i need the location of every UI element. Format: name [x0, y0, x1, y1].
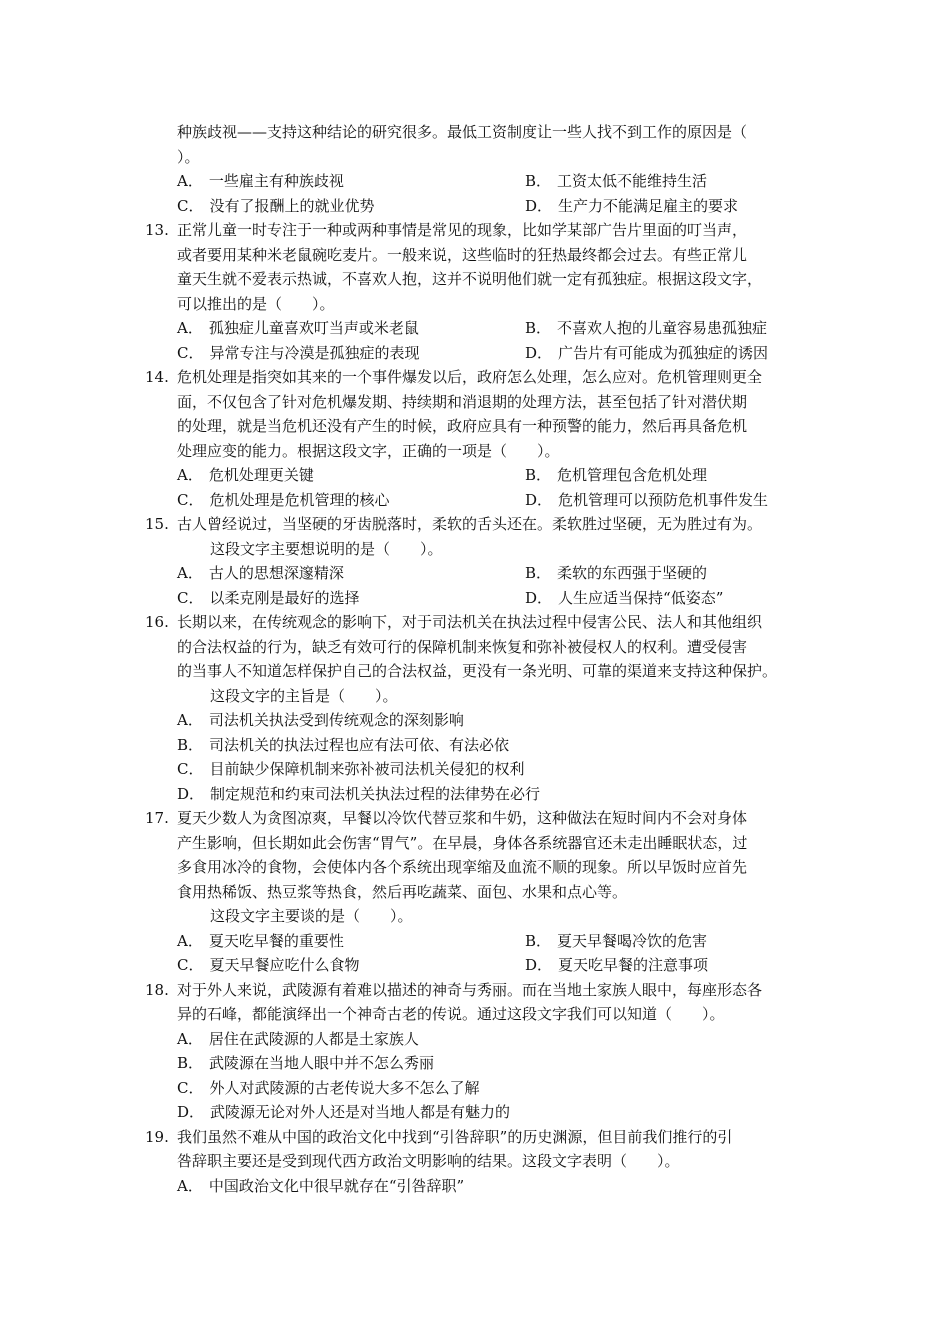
exam-page	[0, 120, 950, 1198]
question-15-options-cd	[0, 586, 950, 611]
question-12-line-1: 种族歧视——支持这种结论的研究很多。最低工资制度让一些人找不到工作的原因是（	[177, 123, 748, 141]
question-16-line-2: 的合法权益的行为，缺乏有效可行的保障机制来恢复和弥补被侵权人的权利。遭受侵害	[177, 637, 748, 656]
option-15-c: C． 以柔克刚是最好的选择	[177, 588, 360, 607]
question-number: 19.	[145, 1127, 169, 1146]
option-15-a: A． 古人的思想深邃精深	[177, 564, 344, 582]
option-12-b: B． 工资太低不能维持生活	[525, 172, 708, 190]
question-15-line-1: 15. 古人曾经说过，当坚硬的牙齿脱落时，柔软的舌头还在。柔软胜过坚硬，无为胜过有为。	[0, 512, 950, 537]
question-15-options-ab	[0, 561, 950, 586]
option-15-b: B． 柔软的东西强于坚硬的	[525, 564, 708, 582]
option-18-c: C． 外人对武陵源的古老传说大多不怎么了解	[177, 1078, 480, 1097]
question-16-line-3: 的当事人不知道怎样保护自己的合法权益，更没有一条光明、可靠的渠道来支持这种保护。	[177, 662, 778, 680]
question-19-line-2: 咎辞职主要还是受到现代西方政治文明影响的结果。这段文字表明（ ）。	[177, 1152, 680, 1170]
question-number: 13.	[145, 221, 169, 239]
question-number: 17.	[145, 809, 169, 827]
question-16-line-1: 16. 长期以来，在传统观念的影响下，对于司法机关在执法过程中侵害公民、法人和其他组织	[0, 610, 950, 635]
question-14-line-2: 面，不仅包含了针对危机爆发期、持续期和消退期的处理方法，甚至包括了针对潜伏期	[177, 392, 748, 411]
option-16-c: C． 目前缺少保障机制来弥补被司法机关侵犯的权利	[177, 760, 525, 778]
question-number: 18.	[145, 980, 169, 999]
question-15-prompt: 这段文字主要想说明的是（ ）。	[210, 539, 443, 558]
question-14-line-3: 的处理，就是当危机还没有产生的时候，政府应具有一种预警的能力，然后再具备危机	[177, 417, 748, 435]
option-16-d: D． 制定规范和约束司法机关执法过程的法律势在必行	[177, 784, 541, 803]
question-17-options-ab	[0, 929, 950, 954]
option-14-c: C． 危机处理是危机管理的核心	[177, 490, 390, 509]
option-18-b: B． 武陵源在当地人眼中并不怎么秀丽	[177, 1054, 435, 1072]
question-17-options-cd	[0, 953, 950, 978]
question-13-line-2: 或者要用某种米老鼠碗吃麦片。一般来说，这些临时的狂热最终都会过去。有些正常儿	[177, 245, 748, 264]
option-16-b: B． 司法机关的执法过程也应有法可依、有法必依	[177, 735, 510, 754]
question-12-line-2: ）。	[177, 147, 200, 166]
question-14-line-1: 14. 危机处理是指突如其来的一个事件爆发以后，政府怎么处理，怎么应对。危机管理则更全	[0, 365, 950, 390]
option-13-a: A． 孤独症儿童喜欢叮当声或米老鼠	[177, 319, 419, 337]
question-13-line-4: 可以推出的是（ ）。	[177, 294, 335, 313]
question-18-line-2: 异的石峰，都能演绎出一个神奇古老的传说。通过这段文字我们可以知道（ ）。	[177, 1005, 725, 1023]
option-14-b: B． 危机管理包含危机处理	[525, 466, 708, 484]
option-12-c: C． 没有了报酬上的就业优势	[177, 196, 375, 215]
option-13-c: C． 异常专注与冷漠是孤独症的表现	[177, 343, 420, 362]
question-18-line-1: 18. 对于外人来说，武陵源有着难以描述的神奇与秀丽。而在当地土家族人眼中，每座形态各	[0, 978, 950, 1003]
question-14-options-ab	[0, 463, 950, 488]
question-17-line-4: 食用热稀饭、热豆浆等热食，然后再吃蔬菜、面包、水果和点心等。	[177, 882, 628, 901]
option-18-d: D． 武陵源无论对外人还是对当地人都是有魅力的	[177, 1103, 511, 1121]
question-13-options-ab	[0, 316, 950, 341]
question-17-prompt: 这段文字主要谈的是（ ）。	[210, 907, 413, 925]
question-17-line-3: 多食用冰冷的食物，会使体内各个系统出现挛缩及血流不顺的现象。所以早饭时应首先	[177, 858, 748, 876]
question-13-options-cd	[0, 341, 950, 366]
option-18-a: A． 居住在武陵源的人都是土家族人	[177, 1029, 419, 1048]
option-19-a: A． 中国政治文化中很早就存在“引咎辞职”	[177, 1176, 465, 1195]
option-15-d: D． 人生应适当保持“低姿态”	[525, 588, 724, 607]
option-13-b: B． 不喜欢人抱的儿童容易患孤独症	[525, 319, 768, 337]
option-17-a: A． 夏天吃早餐的重要性	[177, 931, 344, 950]
option-12-a: A． 一些雇主有种族歧视	[177, 172, 344, 190]
question-12-options-cd	[0, 194, 950, 219]
question-17-line-2: 产生影响，但长期如此会伤害“胃气”。在早晨，身体各系统器官还未走出睡眠状态，过	[177, 833, 748, 852]
option-16-a: A． 司法机关执法受到传统观念的深刻影响	[177, 711, 464, 729]
option-13-d: D． 广告片有可能成为孤独症的诱因	[525, 343, 769, 362]
option-14-d: D． 危机管理可以预防危机事件发生	[525, 490, 769, 509]
question-13-line-3: 童天生就不爱表示热诚，不喜欢人抱，这并不说明他们就一定有孤独症。根据这段文字，	[177, 270, 763, 288]
option-12-d: D． 生产力不能满足雇主的要求	[525, 196, 739, 215]
question-16-prompt: 这段文字的主旨是（ ）。	[210, 686, 398, 705]
question-number: 16.	[145, 613, 169, 631]
question-14-line-4: 处理应变的能力。根据这段文字，正确的一项是（ ）。	[177, 441, 560, 460]
option-14-a: A． 危机处理更关键	[177, 466, 314, 484]
question-number: 14.	[145, 368, 169, 386]
question-13-line-1: 13. 正常儿童一时专注于一种或两种事情是常见的现象，比如学某部广告片里面的叮当声，	[0, 218, 950, 243]
question-17-line-1: 17. 夏天少数人为贪图凉爽，早餐以冷饮代替豆浆和牛奶，这种做法在短时间内不会对身体	[0, 806, 950, 831]
question-number: 15.	[145, 515, 169, 533]
question-19-line-1: 19. 我们虽然不难从中国的政治文化中找到“引咎辞职”的历史渊源，但目前我们推行的引	[0, 1125, 950, 1150]
question-12-options-ab	[0, 169, 950, 194]
question-14-options-cd	[0, 488, 950, 513]
option-17-c: C． 夏天早餐应吃什么食物	[177, 956, 360, 974]
option-17-d: D． 夏天吃早餐的注意事项	[525, 956, 709, 974]
option-17-b: B． 夏天早餐喝冷饮的危害	[525, 931, 708, 950]
